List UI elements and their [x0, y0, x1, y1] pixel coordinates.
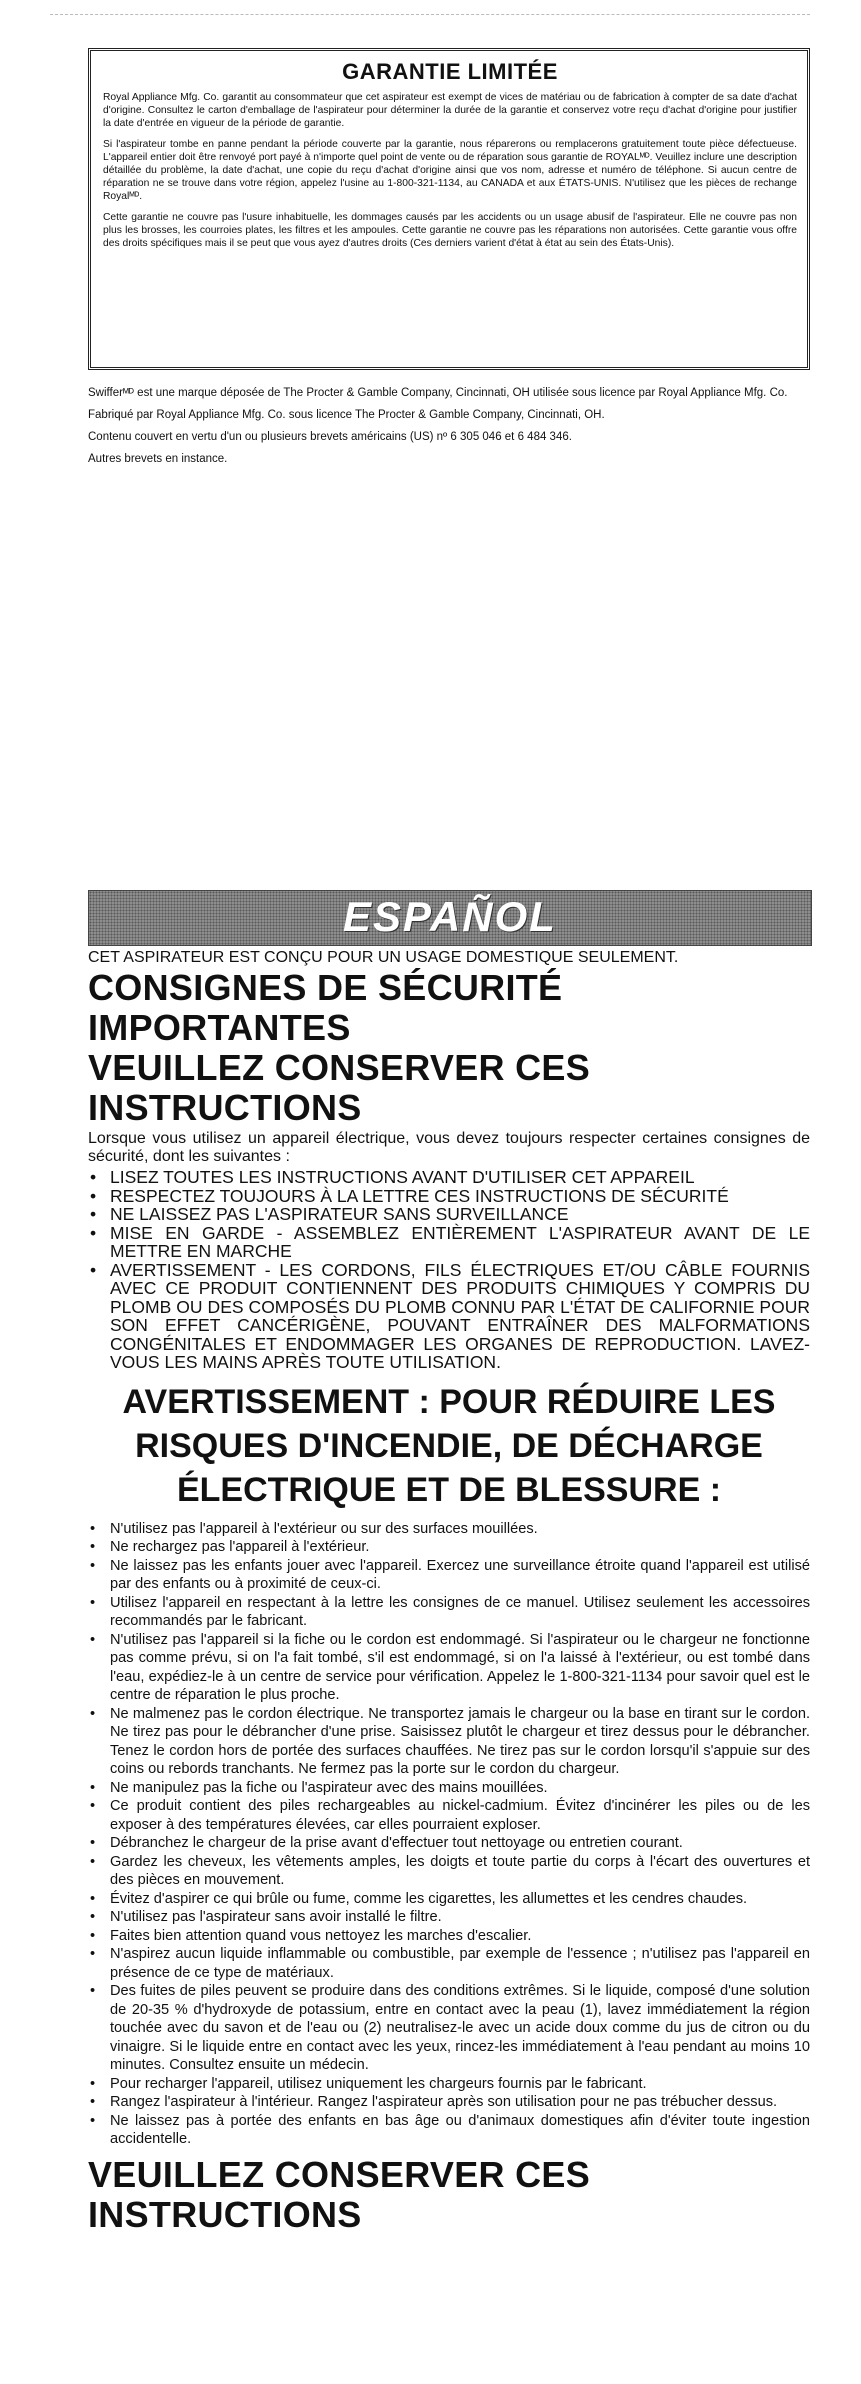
- list-item: • Utilisez l'appareil en respectant à la lettre les consignes de ce manuel. Utilisez seulement les accessoires recommandés par le fabricant.: [88, 1594, 810, 1631]
- safety-intro: Lorsque vous utilisez un appareil électrique, vous devez toujours respecter certaines consignes de sécurité, dont les suivantes :: [88, 1130, 810, 1165]
- list-item: • Des fuites de piles peuvent se produire dans des conditions extrêmes. Si le liquide, composé d'une solution de 20-35 % d'hydroxyde de potassium, entre en contact avec la peau (1), lavez immédiatement la région touchée avec du savon et de l'eau ou (2) neutralisez-le avec un acide doux comme du jus de citron ou du vinaigre. Si le liquide entre en contact avec les yeux, rincez-les immédiatement à l'eau pendant au moins 10 minutes. Consultez ensuite un médecin.: [88, 1982, 810, 2075]
- list-item: • RESPECTEZ TOUJOURS À LA LETTRE CES INSTRUCTIONS DE SÉCURITÉ: [88, 1187, 810, 1206]
- list-item: • N'utilisez pas l'appareil si la fiche ou le cordon est endommagé. Si l'aspirateur ou le chargeur ne fonctionne pas comme prévu, si on l'a fait tombé, s'il est endommagé, si on l'a laissé à l'extérieur, ou est tombé dans l'eau, expédiez-le à un centre de service pour vérification. Appelez le 1-800-321-1134 pour savoir quel est le centre de réparation le plus proche.: [88, 1631, 810, 1705]
- warning-heading-line: AVERTISSEMENT : POUR RÉDUIRE LES: [122, 1382, 776, 1421]
- list-item: • Ne rechargez pas l'appareil à l'extérieur.: [88, 1538, 810, 1557]
- pending-patent-note: Autres brevets en instance.: [88, 453, 228, 465]
- list-item: • N'utilisez pas l'appareil à l'extérieur ou sur des surfaces mouillées.: [88, 1520, 810, 1539]
- safety-heading: CONSIGNES DE SÉCURITÉ IMPORTANTES: [88, 967, 563, 1048]
- list-item: • NE LAISSEZ PAS L'ASPIRATEUR SANS SURVEILLANCE: [88, 1205, 810, 1224]
- list-item: • N'aspirez aucun liquide inflammable ou combustible, par exemple de l'essence ; n'utilisez pas l'appareil en présence de ce type de matériaux.: [88, 1945, 810, 1982]
- patent-note: Contenu couvert en vertu d'un ou plusieurs brevets américains (US) nº 6 305 046 et 6 484 346.: [88, 431, 572, 443]
- list-item: • N'utilisez pas l'aspirateur sans avoir installé le filtre.: [88, 1908, 810, 1927]
- warning-heading-line: ÉLECTRIQUE ET DE BLESSURE :: [176, 1470, 722, 1509]
- warning-heading: [88, 1380, 810, 1512]
- list-item: • Ne manipulez pas la fiche ou l'aspirateur avec des mains mouillées.: [88, 1779, 810, 1798]
- caps-warning-list: [88, 1168, 810, 1372]
- language-banner: [88, 890, 812, 946]
- list-item: • Ne laissez pas les enfants jouer avec l'appareil. Exercez une surveillance étroite quand l'appareil est utilisé par des enfants ou à proximité de ceux-ci.: [88, 1557, 810, 1594]
- trademark-note: Swifferᴹᴰ est une marque déposée de The Procter & Gamble Company, Cincinnati, OH utilisée sous licence par Royal Appliance Mfg. Co.: [88, 387, 788, 399]
- list-item: • Rangez l'aspirateur à l'intérieur. Rangez l'aspirateur après son utilisation pour ne pas trébucher dessus.: [88, 2093, 810, 2112]
- warranty-paragraph: Cette garantie ne couvre pas l'usure inhabituelle, les dommages causés par les accidents ou un usage abusif de l'aspirateur. Elle ne couvre pas non plus les brosses, les courroies plates, les filtres et les ampoules. Cette garantie ne couvre pas les réparations non autorisées. Cette garantie vous offre des droits spécifiques mais il se peut que vous ayez d'autres droits (Ces derniers varient d'état à état au sein des États-Unis).: [103, 212, 797, 249]
- list-item: • Gardez les cheveux, les vêtements amples, les doigts et toute partie du corps à l'écart des ouvertures et des pièces en mouvement.: [88, 1853, 810, 1890]
- warranty-title: GARANTIE LIMITÉE: [342, 59, 558, 84]
- final-keep-instructions-heading: VEUILLEZ CONSERVER CES INSTRUCTIONS: [88, 2153, 591, 2235]
- list-item: • Faites bien attention quand vous nettoyez les marches d'escalier.: [88, 1927, 810, 1946]
- safety-rules-list: [88, 1520, 810, 2149]
- list-item: • Pour recharger l'appareil, utilisez uniquement les chargeurs fournis par le fabricant.: [88, 2075, 810, 2094]
- warranty-paragraph: Royal Appliance Mfg. Co. garantit au consommateur que cet aspirateur est exempt de vices de matériau ou de fabrication à compter de sa date d'achat d'origine. Consultez le carton d'emballage de l'aspirateur pour déterminer la durée de la garantie et conservez votre reçu d'achat d'origine pour justifier la date d'entrée en vigueur de la période de garantie.: [103, 92, 797, 129]
- keep-instructions-heading: VEUILLEZ CONSERVER CES INSTRUCTIONS: [88, 1047, 591, 1128]
- list-item: • Ce produit contient des piles rechargeables au nickel-cadmium. Évitez d'incinérer les piles ou de les exposer à des températures élevées, car elles pourraient exploser.: [88, 1797, 810, 1834]
- warranty-paragraph: Si l'aspirateur tombe en panne pendant la période couverte par la garantie, nous réparerons ou remplacerons gratuitement toute pièce défectueuse. L'appareil entier doit être renvoyé port payé à n'importe quel point de vente ou de réparation sous garantie de ROYALᴹᴰ. Veuillez inclure une description détaillée du problème, la date d'achat, une copie du reçu d'achat d'origine ainsi que vos nom, adresse et numéro de téléphone. Si aucun centre de réparation ne se trouve dans votre région, appelez l'usine au 1-800-321-1134, au CANADA et aux ÉTATS-UNIS. N'utilisez que les pièces de rechange Royalᴹᴰ.: [103, 139, 797, 202]
- list-item: • LISEZ TOUTES LES INSTRUCTIONS AVANT D'UTILISER CET APPAREIL: [88, 1168, 810, 1187]
- list-item: • Débranchez le chargeur de la prise avant d'effectuer tout nettoyage ou entretien courant.: [88, 1834, 810, 1853]
- list-item: • Évitez d'aspirer ce qui brûle ou fume, comme les cigarettes, les allumettes et les cendres chaudes.: [88, 1890, 810, 1909]
- list-item: • Ne malmenez pas le cordon électrique. Ne transportez jamais le chargeur ou la base en tirant sur le cordon. Ne tirez pas pour le débrancher d'une prise. Saisissez plutôt le chargeur et tirez dessus pour le débrancher. Tenez le cordon hors de portée des surfaces chauffées. Ne tirez pas sur le cordon lorsqu'il s'appuie sur des coins ou rebords tranchants. Ne fermez pas la porte sur le cordon du chargeur.: [88, 1705, 810, 1779]
- household-use-notice: CET ASPIRATEUR EST CONÇU POUR UN USAGE DOMESTIQUE SEULEMENT.: [88, 949, 679, 966]
- top-divider: [50, 14, 810, 15]
- manufacturer-note: Fabriqué par Royal Appliance Mfg. Co. sous licence The Procter & Gamble Company, Cincinnati, OH.: [88, 409, 605, 421]
- language-banner-title: ESPAÑOL: [343, 893, 557, 940]
- warning-heading-line: RISQUES D'INCENDIE, DE DÉCHARGE: [135, 1426, 763, 1465]
- list-item: • MISE EN GARDE - ASSEMBLEZ ENTIÈREMENT L'ASPIRATEUR AVANT DE LE METTRE EN MARCHE: [88, 1224, 810, 1261]
- list-item: • Ne laissez pas à portée des enfants en bas âge ou d'animaux domestiques afin d'éviter toute ingestion accidentelle.: [88, 2112, 810, 2149]
- list-item: • AVERTISSEMENT - LES CORDONS, FILS ÉLECTRIQUES ET/OU CÂBLE FOURNIS AVEC CE PRODUIT CONTIENNENT DES PRODUITS CHIMIQUES Y COMPRIS DU PLOMB OU DES COMPOSÉS DU PLOMB CONNU PAR L'ÉTAT DE CALIFORNIE POUR SON EFFET CANCÉRIGÈNE, POUVANT ENTRAÎNER DES MALFORMATIONS CONGÉNITALES ET ENDOMMAGER LES ORGANES DE REPRODUCTION. LAVEZ-VOUS LES MAINS APRÈS TOUTE UTILISATION.: [88, 1261, 810, 1372]
- warranty-box: [88, 48, 810, 370]
- legal-notes: [88, 386, 810, 474]
- safety-section: [88, 948, 810, 2235]
